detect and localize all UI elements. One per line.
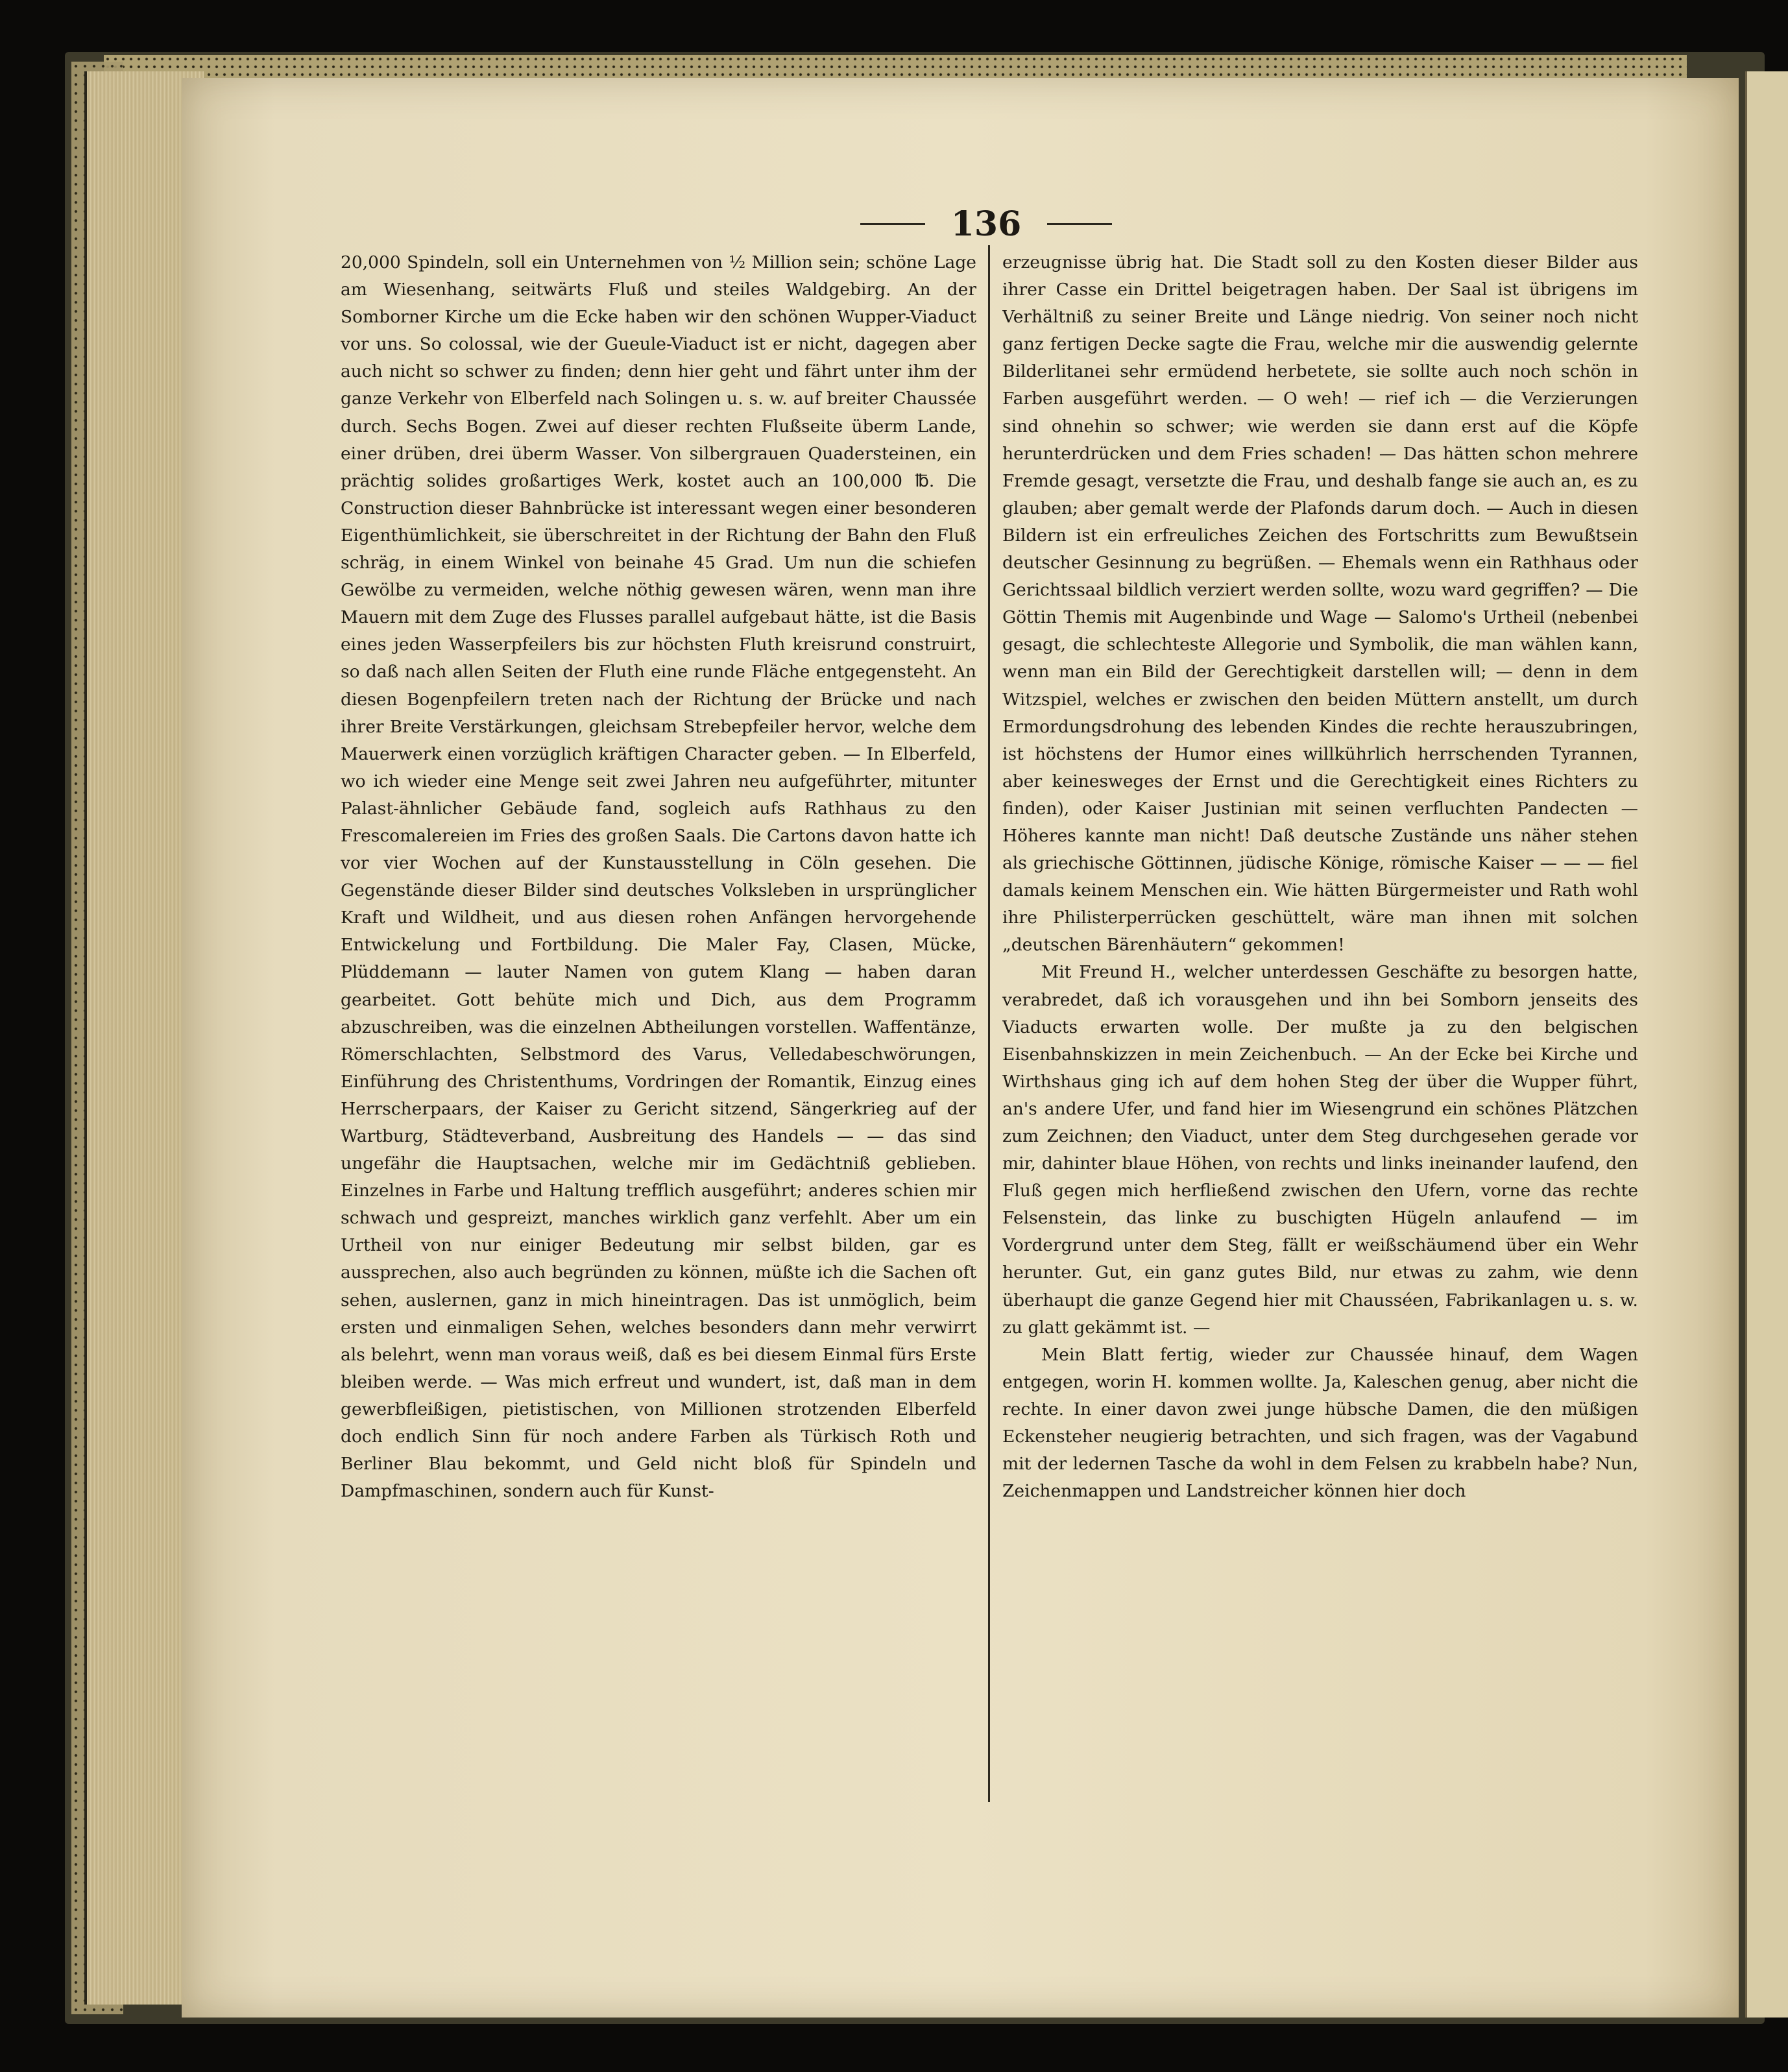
header-dash-left bbox=[860, 223, 925, 225]
header-dash-right bbox=[1047, 223, 1112, 225]
paragraph: 20,000 Spindeln, soll ein Unternehmen von ½ Million sein; schöne Lage am Wiesenhang, seitwärts Fluß und steiles Waldgebirg. An der Somborner Kirche um die Ecke haben wir den schönen Wupper-Viaduct vor uns. So colossal, wie der Gueule-Viaduct ist er nicht, dagegen aber auch nicht so schwer zu finden; denn hier geht und fährt unter ihm der ganze Verkehr von Elberfeld nach Solingen u. s. w. auf breiter Chaussée durch. Sechs Bogen. Zwei auf dieser rechten Flußseite überm Lande, einer drüben, drei überm Wasser. Von silbergrauen Quadersteinen, ein prächtig solides großartiges Werk, kostet auch an 100,000 ℔. Die Construction dieser Bahnbrücke ist interessant wegen einer besonderen Eigenthümlichkeit, sie überschreitet in der Richtung der Bahn den Fluß schräg, in einem Winkel von beinahe 45 Grad. Um nun die schiefen Gewölbe zu vermeiden, welche nöthig gewesen wären, wenn man ihre Mauern mit dem Zuge des Flusses parallel aufgebaut hätte, ist die Basis eines jeden Wasserpfeilers bis zur höchsten Fluth kreisrund construirt, so daß nach allen Seiten der Fluth eine runde Fläche entgegensteht. An diesen Bogenpfeilern treten nach der Richtung der Brücke und nach ihrer Breite Verstärkungen, gleichsam Strebepfeiler hervor, welche dem Mauerwerk einen vorzüglich kräftigen Character geben. — In Elberfeld, wo ich wieder eine Menge seit zwei Jahren neu aufgeführter, mitunter Palast-ähnlicher Gebäude fand, sogleich aufs Rathhaus zu den Frescomalereien im Fries des großen Saals. Die Cartons davon hatte ich vor vier Wochen auf der Kunstausstellung in Cöln gesehen. Die Gegenstände dieser Bilder sind deutsches Volksleben in ursprünglicher Kraft und Wildheit, und aus diesen rohen Anfängen hervorgehende Entwickelung und Fortbildung. Die Maler Fay, Clasen, Mücke, Plüddemann — lauter Namen von gutem Klang — haben daran gearbeitet. Gott behüte mich und Dich, aus dem Programm abzuschreiben, was die einzelnen Abtheilungen vorstellen. Waffentänze, Römerschlachten, Selbstmord des Varus, Velledabeschwörungen, Einführung des Christenthums, Vordringen der Romantik, Einzug eines Herrscherpaars, der Kaiser zu Gericht sitzend, Sängerkrieg auf der Wartburg, Städteverband, Ausbreitung des Handels — — das sind ungefähr die Hauptsachen, welche mir im Gedächtniß geblieben. Einzelnes in Farbe und Haltung trefflich ausgeführt; anderes schien mir schwach und gespreizt, manches wirklich ganz verfehlt. Aber um ein Urtheil von nur einiger Bedeutung mir selbst bilden, gar es aussprechen, also auch begründen zu können, müßte ich die Sachen oft sehen, auslernen, ganz in mich hineintragen. Das ist unmöglich, beim ersten und einmaligen Sehen, welches besonders dann mehr verwirrt als belehrt, wenn man voraus weiß, daß es bei diesem Einmal fürs Erste bleiben werde. — Was mich erfreut und wundert, ist, daß man in dem gewerbfleißigen, pietistischen, von Millionen strotzenden Elberfeld doch endlich Sinn für noch andere Farben als Türkisch Roth und Berliner Blau bekommt, und Geld nicht bloß für Spindeln und Dampfmaschinen, sondern auch für Kunst- bbox=[341, 252, 976, 1502]
page-number: 136 bbox=[950, 204, 1022, 244]
paragraph: Mein Blatt fertig, wieder zur Chaussée hinauf, dem Wagen entgegen, worin H. kommen wollte. Ja, Kaleschen genug, aber nicht die rechte. In einer davon zwei junge hübsche Damen, die den müßigen Eckensteher neugierig betrachten, und sich fragen, was der Vagabund mit der ledernen Tasche da wohl in dem Felsen zu krabbeln habe? Nun, Zeichenmappen und Landstreicher können hier doch bbox=[1002, 1344, 1638, 1502]
paragraph: erzeugnisse übrig hat. Die Stadt soll zu den Kosten dieser Bilder aus ihrer Casse ein Drittel beigetragen haben. Der Saal ist übrigens im Verhältniß zu seiner Breite und Länge niedrig. Von seiner noch nicht ganz fertigen Decke sagte die Frau, welche mir die auswendig gelernte Bilderlitanei sehr ermüdend herbetete, sie sollte auch noch schön in Farben ausgeführt werden. — O weh! — rief ich — die Verzierungen sind ohnehin so schwer; wie werden sie dann erst auf die Köpfe herunterdrücken und dem Fries schaden! — Das hätten schon mehrere Fremde gesagt, versetzte die Frau, und deshalb fange sie auch an, es zu glauben; aber gemalt werde der Plafonds darum doch. — Auch in diesen Bildern ist ein erfreuliches Zeichen des Fortschritts zum Bewußtsein deutscher Gesinnung zu begrüßen. — Ehemals wenn ein Rathhaus oder Gerichtssaal bildlich verziert werden sollte, wozu ward gegriffen? — Die Göttin Themis mit Augenbinde und Wage — Salomo's Urtheil (nebenbei gesagt, die schlechteste Allegorie und Symbolik, die man wählen kann, wenn man ein Bild der Gerechtigkeit darstellen will; — denn in dem Witzspiel, welches er zwischen den beiden Müttern anstellt, um durch Ermordungsdrohung des lebenden Kindes die rechte herauszubringen, ist höchstens der Humor eines willkührlich herrschenden Tyrannen, aber keinesweges der Ernst und die Gerechtigkeit eines Richters zu finden), oder Kaiser Justinian mit seinen verfluchten Pandecten — Höheres kannte man nicht! Daß deutsche Zustände uns näher stehen als griechische Göttinnen, jüdische Könige, römische Kaiser — — — fiel damals keinem Menschen ein. Wie hätten Bürgermeister und Rath wohl ihre Philisterperrücken geschüttelt, wäre man ihnen mit solchen „deutschen Bärenhäutern“ gekommen! bbox=[1002, 252, 1638, 956]
text-column-right bbox=[1002, 249, 1638, 1806]
column-divider bbox=[988, 245, 990, 1802]
page-header bbox=[850, 195, 1122, 253]
text-column-left bbox=[341, 249, 976, 1806]
facing-page-edge bbox=[1745, 71, 1788, 2018]
paragraph: Mit Freund H., welcher unterdessen Geschäfte zu besorgen hatte, verabredet, daß ich vorausgehen und ihn bei Somborn jenseits des Viaducts erwarten wolle. Der mußte ja zu den belgischen Eisenbahnskizzen in mein Zeichenbuch. — An der Ecke bei Kirche und Wirthshaus ging ich auf dem hohen Steg der über die Wupper führt, an's andere Ufer, und fand hier im Wiesengrund ein schönes Plätzchen zum Zeichnen; den Viaduct, unter dem Steg durchgesehen gerade vor mir, dahinter blaue Höhen, von rechts und links ineinander laufend, den Fluß gegen mich herfließend zwischen den Ufern, vorne das rechte Felsenstein, das linke zu buschigten Hügeln anlaufend — im Vordergrund unter dem Steg, fällt er weißschäumend über ein Wehr herunter. Gut, ein ganz gutes Bild, nur etwas zu zahm, wie denn überhaupt die ganze Gegend hier mit Chausséen, Fabrikanlagen u. s. w. zu glatt gekämmt ist. — bbox=[1002, 962, 1638, 1338]
